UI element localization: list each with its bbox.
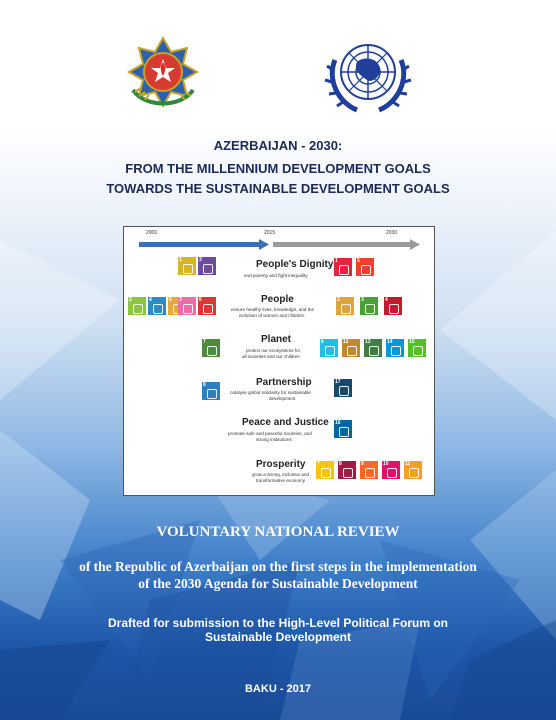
cover-title-line3: TOWARDS THE SUSTAINABLE DEVELOPMENT GOALS <box>106 181 450 196</box>
row-subtitle-planet-2: all societies and our children <box>242 354 300 359</box>
sdg-goal-9-icon: 9 <box>360 461 378 479</box>
timeline-label-end: 2030 <box>386 230 398 236</box>
timeline-label-mid: 2015 <box>264 230 276 236</box>
timeline-arrows <box>139 236 424 250</box>
un-emblem-icon <box>323 30 413 118</box>
mdg-goal-icon: 2 <box>128 297 146 315</box>
row-title-planet: Planet <box>261 334 292 345</box>
sdg-goal-12-icon: 12 <box>342 339 360 357</box>
row-subtitle-prosperity-1: grow a strong, inclusive and <box>252 472 309 477</box>
sdg-goal-14-icon: 14 <box>386 339 404 357</box>
place-year: BAKU - 2017 <box>244 683 312 695</box>
sdg-goal-11-icon: 11 <box>404 461 422 479</box>
mdg-goal-icon: 4 <box>148 297 166 315</box>
sdg-goal-3-icon: 3 <box>360 297 378 315</box>
mdg-goal-icon: 5 <box>168 297 186 315</box>
mdg-goal-icon: 7 <box>202 339 220 357</box>
row-title-partnership: Partnership <box>256 377 312 388</box>
review-heading: VOLUNTARY NATIONAL REVIEW <box>156 524 400 540</box>
mdg-goal-icon: 8 <box>202 382 220 400</box>
row-subtitle-dignity: end poverty and fight inequality <box>244 273 308 278</box>
sdg-pillars-figure <box>123 226 435 496</box>
row-subtitle-people-1: ensure healthy lives, knowledge, and the <box>231 307 314 312</box>
timeline-label-start: 2000 <box>146 230 158 236</box>
sdg-goal-1-icon: 1 <box>334 258 352 276</box>
sdg-goal-15-icon: 15 <box>408 339 426 357</box>
mdg-goal-icon: 3 <box>198 257 216 275</box>
row-title-prosperity: Prosperity <box>256 459 306 470</box>
row-subtitle-partnership-2: development <box>269 396 296 401</box>
sdg-goal-8-icon: 8 <box>338 461 356 479</box>
row-title-dignity: People's Dignity <box>256 259 334 270</box>
mdg-goal-icon: 6 <box>198 297 216 315</box>
review-subheading-line1: of the Republic of Azerbaijan on the first steps in the implementation <box>79 559 477 574</box>
sdg-goal-2-icon: 2 <box>336 297 354 315</box>
sdg-goal-4-icon: 4 <box>384 297 402 315</box>
row-title-people: People <box>261 294 294 305</box>
sdg-goal-13-icon: 13 <box>364 339 382 357</box>
cover-title-line1: AZERBAIJAN - 2030: <box>213 138 343 153</box>
sdg-goal-5-icon: 5 <box>356 258 374 276</box>
row-subtitle-peace-2: strong institutions <box>256 437 292 442</box>
review-subheading-line2: of the 2030 Agenda for Sustainable Development <box>138 576 418 591</box>
sdg-goal-6-icon: 6 <box>320 339 338 357</box>
mdg-goal-icon: 1 <box>178 257 196 275</box>
sdg-goal-7-icon: 7 <box>316 461 334 479</box>
sdg-goal-10-icon: 10 <box>382 461 400 479</box>
mdg-goal-icon: 3 <box>178 297 196 315</box>
sdg-goal-16-icon: 16 <box>334 420 352 438</box>
cover-title-line2: FROM THE MILLENNIUM DEVELOPMENT GOALS <box>125 161 431 176</box>
row-subtitle-partnership-1: catalyse global solidarity for sustainable <box>230 390 311 395</box>
row-subtitle-peace-1: promote safe and peaceful societies, and <box>228 431 312 436</box>
row-subtitle-prosperity-2: transformative economy <box>256 478 306 483</box>
azerbaijan-emblem-icon <box>125 32 201 110</box>
row-title-peace: Peace and Justice <box>242 417 329 428</box>
drafted-line1: Drafted for submission to the High-Level Political Forum on <box>107 616 449 630</box>
drafted-line2: Sustainable Development <box>204 630 352 644</box>
row-subtitle-planet-1: protect our ecosystems for <box>246 348 301 353</box>
row-subtitle-people-2: inclusion of women and children <box>239 313 305 318</box>
sdg-goal-17-icon: 17 <box>334 379 352 397</box>
